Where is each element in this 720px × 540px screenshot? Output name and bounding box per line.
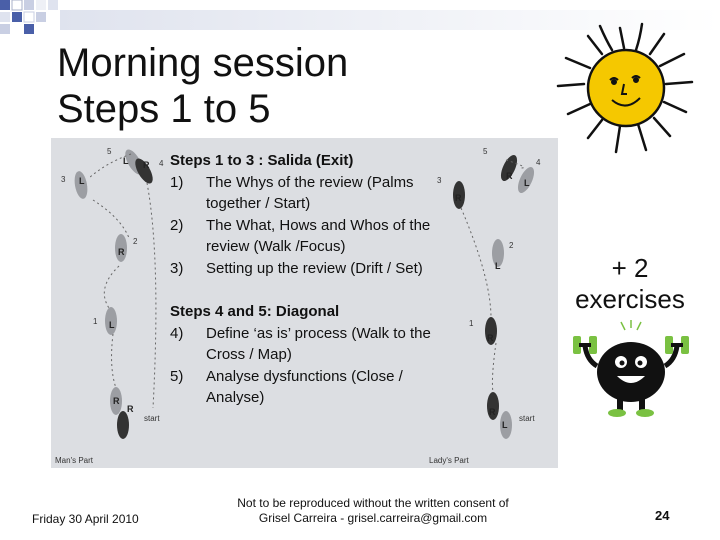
plus-exercises-label	[560, 253, 700, 315]
foot-letter-l: L	[79, 176, 85, 186]
foot-letter-r: R	[118, 247, 125, 257]
list-item	[170, 323, 440, 366]
step-number: 3	[437, 176, 442, 185]
step-number: 4	[536, 158, 541, 167]
item-number: 2)	[170, 216, 184, 234]
item-number: 5)	[170, 367, 184, 385]
step-number: 3	[61, 175, 66, 184]
foot-letter-r: R	[127, 404, 134, 414]
mens-part-label: Man's Part	[55, 456, 93, 465]
foot-letter-r: R	[489, 407, 496, 417]
exercises-text: exercises	[575, 284, 685, 314]
page-number: 24	[655, 508, 670, 523]
step-number: 5	[107, 147, 112, 156]
step-number: 4	[159, 159, 164, 168]
exercise-smiley-icon	[567, 320, 697, 420]
foot-letter-l: L	[502, 420, 508, 430]
item-number: 1)	[170, 173, 184, 191]
slide-title	[57, 40, 517, 132]
steps-content	[170, 150, 440, 409]
item-text: Define ‘as is’ process (Walk to the Cross / Map)	[206, 324, 431, 363]
item-text: Setting up the review (Drift / Set)	[206, 259, 423, 277]
item-text: The What, Hows and Whos of the review (Walk /Focus)	[206, 216, 431, 255]
ladys-part-label: Lady's Part	[429, 456, 469, 465]
item-number: 3)	[170, 259, 184, 277]
foot-letter-l: L	[495, 261, 501, 271]
list-item	[170, 215, 440, 258]
step-number: 2	[133, 237, 138, 246]
foot-letter-r: R	[487, 333, 494, 343]
list-item	[170, 172, 440, 215]
step-number: 5	[483, 147, 488, 156]
foot-letter-r: R	[143, 160, 150, 170]
steps-4-5-heading: Steps 4 and 5: Diagonal	[170, 303, 340, 320]
copyright-line-1: Not to be reproduced without the written consent of	[237, 496, 509, 510]
foot-letter-l: L	[109, 320, 115, 330]
footer-date: Friday 30 April 2010	[32, 512, 139, 526]
foot-letter-r: R	[506, 171, 513, 181]
foot-letter-r: R	[113, 396, 120, 406]
list-item	[170, 366, 440, 409]
start-label-right: start	[519, 414, 535, 423]
item-text: Analyse dysfunctions (Close / Analyse)	[206, 367, 403, 406]
step-number: 1	[469, 319, 474, 328]
title-line-1: Morning session	[57, 41, 349, 85]
title-line-2: Steps 1 to 5	[57, 87, 271, 131]
plus-two: + 2	[611, 253, 649, 283]
steps-1-3-heading: Steps 1 to 3 : Salida (Exit)	[170, 152, 354, 169]
foot-letter-r: R	[455, 193, 462, 203]
item-number: 4)	[170, 324, 184, 342]
foot-letter-l: L	[524, 178, 530, 188]
sun-icon	[540, 20, 705, 170]
item-text: The Whys of the review (Palms together / Start)	[206, 173, 414, 212]
list-item	[170, 258, 440, 280]
step-number: 2	[509, 241, 514, 250]
step-number: 1	[93, 317, 98, 326]
start-label-left: start	[144, 414, 160, 423]
foot-letter-l: L	[123, 156, 129, 166]
copyright-line-2: Grisel Carreira - grisel.carreira@gmail.com	[258, 511, 488, 525]
footer-copyright-note	[228, 496, 518, 526]
